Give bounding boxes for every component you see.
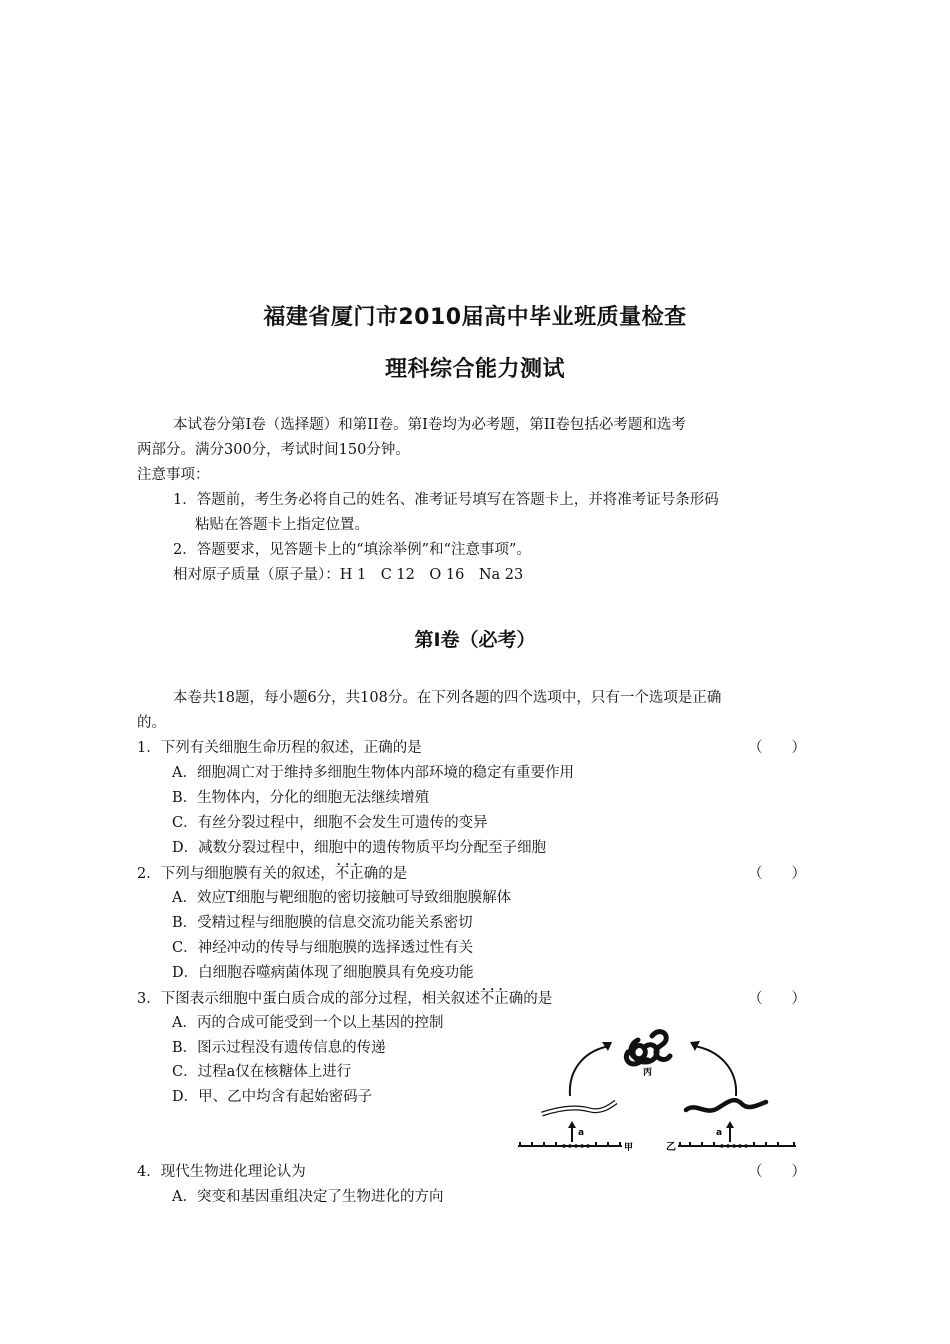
polypeptide-chain-right (686, 1100, 766, 1110)
section-heading: 第Ⅰ卷（必考） (414, 629, 536, 651)
stem-text: 的是 (523, 991, 553, 1007)
answer-bracket[interactable]: （ ） (748, 866, 806, 882)
question-2-stem (137, 864, 407, 884)
section-desc-2: 的。 (137, 715, 166, 731)
answer-bracket[interactable]: （ ） (748, 740, 806, 756)
protein-bing-icon (626, 1032, 670, 1064)
label-jia: 甲 (624, 1143, 634, 1153)
mrna-strand-yi (678, 1142, 796, 1146)
stem-text: 3．下图表示细胞中蛋白质合成的部分过程，相关叙述 (137, 991, 480, 1007)
option: D．减数分裂过程中，细胞中的遗传物质平均分配至子细胞 (172, 840, 547, 856)
notice-item-1-cont: 粘贴在答题卡上指定位置。 (195, 517, 369, 533)
intro-line-2: 两部分。满分300分，考试时间150分钟。 (137, 442, 410, 458)
page-subtitle: 理科综合能力测试 (384, 357, 565, 382)
option: B．图示过程没有遗传信息的传递 (172, 1040, 386, 1056)
stem-text: 的是 (378, 866, 408, 882)
emphasis-text: 不正确 • • • (335, 866, 379, 882)
question-3-stem (137, 989, 552, 1009)
intro-line-1: 本试卷分第Ⅰ卷（选择题）和第II卷。第Ⅰ卷均为必考题，第II卷包括必考题和选考 (173, 417, 686, 433)
option: B．受精过程与细胞膜的信息交流功能关系密切 (172, 915, 473, 931)
label-yi: 乙 (666, 1142, 676, 1153)
emphasis-text: 不正确 • • • (480, 991, 524, 1007)
question-4-stem: 4．现代生物进化理论认为 (137, 1164, 306, 1180)
option: C．过程a仅在核糖体上进行 (172, 1064, 352, 1080)
protein-synthesis-figure (510, 1018, 810, 1158)
section-desc-1: 本卷共18题，每小题6分，共108分。在下列各题的四个选项中，只有一个选项是正确 (173, 690, 722, 706)
question-1-stem: 1．下列有关细胞生命历程的叙述，正确的是 (137, 740, 422, 756)
stem-text: 2．下列与细胞膜有关的叙述， (137, 866, 335, 882)
curved-arrow-icon (570, 1046, 610, 1096)
option: B．生物体内，分化的细胞无法继续增殖 (172, 790, 430, 806)
page-title: 福建省厦门市2010届高中毕业班质量检查 (263, 305, 687, 330)
option: A．突变和基因重组决定了生物进化的方向 (172, 1189, 444, 1205)
option: A．丙的合成可能受到一个以上基因的控制 (172, 1015, 444, 1031)
option: D．甲、乙中均含有起始密码子 (172, 1089, 373, 1105)
notice-item-2: 2．答题要求，见答题卡上的“填涂举例”和“注意事项”。 (173, 542, 531, 558)
option: D．白细胞吞噬病菌体现了细胞膜具有免疫功能 (172, 965, 474, 981)
atomic-mass-line: 相对原子质量（原子量）：H 1 C 12 O 16 Na 23 (173, 567, 524, 583)
option: A．效应T细胞与靶细胞的密切接触可导致细胞膜解体 (172, 890, 512, 906)
option: C．有丝分裂过程中，细胞不会发生可遗传的变异 (172, 815, 488, 831)
answer-bracket[interactable]: （ ） (748, 1164, 806, 1180)
label-a-right: a (716, 1128, 723, 1138)
notice-item-1: 1．答题前，考生务必将自己的姓名、准考证号填写在答题卡上，并将准考证号条形码 (173, 492, 719, 508)
curved-arrow-icon (694, 1046, 736, 1096)
label-a-left: a (578, 1128, 585, 1138)
notice-label: 注意事项： (137, 467, 210, 483)
answer-bracket[interactable]: （ ） (748, 991, 806, 1007)
label-bing: 丙 (643, 1068, 653, 1078)
option: C．神经冲动的传导与细胞膜的选择透过性有关 (172, 940, 474, 956)
option: A．细胞凋亡对于维持多细胞生物体内部环境的稳定有重要作用 (172, 765, 574, 781)
